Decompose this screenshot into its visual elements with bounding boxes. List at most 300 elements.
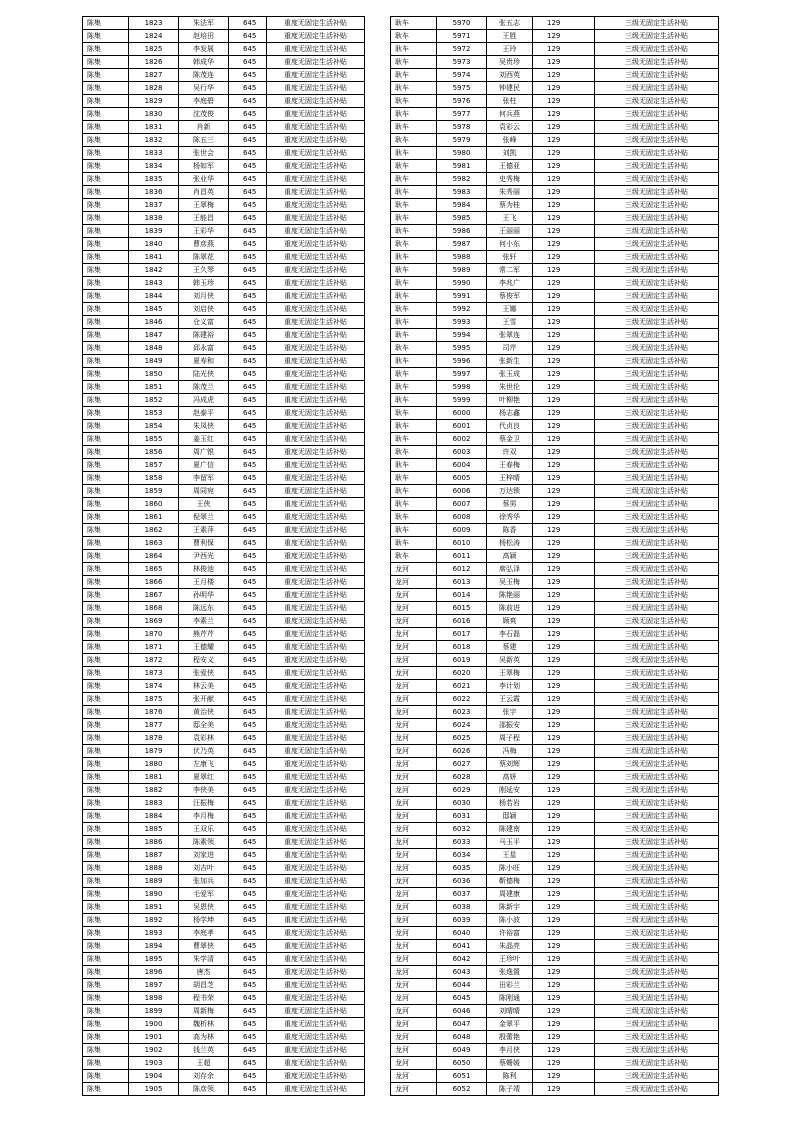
subsidy-type-cell: 重度无固定生活补贴 — [267, 199, 365, 212]
town-cell: 耿车 — [391, 485, 437, 498]
subsidy-type-cell: 重度无固定生活补贴 — [267, 277, 365, 290]
subsidy-type-cell: 三级无固定生活补贴 — [595, 823, 719, 836]
id-cell: 6044 — [437, 979, 487, 992]
name-cell: 杨松涛 — [487, 537, 533, 550]
table-row — [391, 862, 719, 875]
table-row — [391, 394, 719, 407]
town-cell: 龙河 — [391, 1044, 437, 1057]
name-cell: 王月楼 — [179, 576, 229, 589]
name-cell: 伏乃英 — [179, 745, 229, 758]
amount-cell: 129 — [533, 498, 595, 511]
town-cell: 龙河 — [391, 1070, 437, 1083]
name-cell: 冯梅 — [487, 745, 533, 758]
right-table — [390, 16, 719, 1096]
name-cell: 刘凯 — [487, 147, 533, 160]
town-cell: 陈集 — [83, 420, 129, 433]
table-row — [391, 875, 719, 888]
amount-cell: 645 — [229, 537, 267, 550]
name-cell: 王久琴 — [179, 264, 229, 277]
town-cell: 龙河 — [391, 810, 437, 823]
table-row — [391, 472, 719, 485]
town-cell: 陈集 — [83, 199, 129, 212]
subsidy-type-cell: 三级无固定生活补贴 — [595, 407, 719, 420]
amount-cell: 645 — [229, 420, 267, 433]
name-cell: 仓义富 — [179, 316, 229, 329]
name-cell: 刘月侠 — [179, 290, 229, 303]
amount-cell: 645 — [229, 875, 267, 888]
town-cell: 龙河 — [391, 914, 437, 927]
name-cell: 邸颖 — [487, 810, 533, 823]
id-cell: 5976 — [437, 95, 487, 108]
id-cell: 1876 — [129, 706, 179, 719]
name-cell: 史秀梅 — [487, 173, 533, 186]
amount-cell: 129 — [533, 680, 595, 693]
town-cell: 陈集 — [83, 745, 129, 758]
id-cell: 6049 — [437, 1044, 487, 1057]
table-row — [391, 30, 719, 43]
name-cell: 孙明华 — [179, 589, 229, 602]
name-cell: 蔡姗媛 — [487, 1057, 533, 1070]
id-cell: 1899 — [129, 1005, 179, 1018]
table-row — [83, 43, 365, 56]
subsidy-type-cell: 三级无固定生活补贴 — [595, 810, 719, 823]
table-row — [391, 238, 719, 251]
town-cell: 陈集 — [83, 56, 129, 69]
id-cell: 6014 — [437, 589, 487, 602]
id-cell: 5978 — [437, 121, 487, 134]
subsidy-type-cell: 重度无固定生活补贴 — [267, 927, 365, 940]
amount-cell: 129 — [533, 147, 595, 160]
subsidy-type-cell: 三级无固定生活补贴 — [595, 69, 719, 82]
table-row — [391, 771, 719, 784]
town-cell: 陈集 — [83, 771, 129, 784]
id-cell: 1874 — [129, 680, 179, 693]
id-cell: 5974 — [437, 69, 487, 82]
amount-cell: 129 — [533, 1057, 595, 1070]
amount-cell: 645 — [229, 1083, 267, 1096]
id-cell: 1863 — [129, 537, 179, 550]
amount-cell: 645 — [229, 264, 267, 277]
name-cell: 张宇 — [487, 706, 533, 719]
table-row — [83, 693, 365, 706]
table-row — [83, 810, 365, 823]
town-cell: 耿车 — [391, 277, 437, 290]
name-cell: 张加兵 — [179, 875, 229, 888]
id-cell: 1877 — [129, 719, 179, 732]
name-cell: 程书荣 — [179, 992, 229, 1005]
id-cell: 1841 — [129, 251, 179, 264]
town-cell: 陈集 — [83, 186, 129, 199]
amount-cell: 645 — [229, 485, 267, 498]
table-row — [391, 576, 719, 589]
table-row — [83, 901, 365, 914]
amount-cell: 645 — [229, 251, 267, 264]
subsidy-type-cell: 三级无固定生活补贴 — [595, 433, 719, 446]
id-cell: 5981 — [437, 160, 487, 173]
table-row — [83, 823, 365, 836]
subsidy-type-cell: 重度无固定生活补贴 — [267, 888, 365, 901]
name-cell: 杨志鑫 — [487, 407, 533, 420]
amount-cell: 129 — [533, 966, 595, 979]
subsidy-type-cell: 三级无固定生活补贴 — [595, 316, 719, 329]
amount-cell: 129 — [533, 875, 595, 888]
subsidy-type-cell: 重度无固定生活补贴 — [267, 329, 365, 342]
amount-cell: 645 — [229, 173, 267, 186]
town-cell: 陈集 — [83, 667, 129, 680]
id-cell: 6027 — [437, 758, 487, 771]
name-cell: 魏析林 — [179, 1018, 229, 1031]
subsidy-type-cell: 重度无固定生活补贴 — [267, 134, 365, 147]
town-cell: 陈集 — [83, 732, 129, 745]
subsidy-type-cell: 重度无固定生活补贴 — [267, 628, 365, 641]
table-row — [83, 394, 365, 407]
name-cell: 张世会 — [179, 147, 229, 160]
table-row — [391, 82, 719, 95]
town-cell: 陈集 — [83, 1018, 129, 1031]
town-cell: 耿车 — [391, 147, 437, 160]
amount-cell: 129 — [533, 95, 595, 108]
id-cell: 5996 — [437, 355, 487, 368]
town-cell: 陈集 — [83, 303, 129, 316]
subsidy-type-cell: 重度无固定生活补贴 — [267, 212, 365, 225]
id-cell: 6024 — [437, 719, 487, 732]
table-row — [83, 30, 365, 43]
amount-cell: 129 — [533, 888, 595, 901]
amount-cell: 129 — [533, 446, 595, 459]
id-cell: 1864 — [129, 550, 179, 563]
table-row — [391, 173, 719, 186]
table-row — [391, 108, 719, 121]
amount-cell: 645 — [229, 758, 267, 771]
town-cell: 龙河 — [391, 693, 437, 706]
name-cell: 陈小旺 — [487, 862, 533, 875]
table-row — [391, 1031, 719, 1044]
amount-cell: 129 — [533, 30, 595, 43]
table-row — [391, 69, 719, 82]
name-cell: 张轩 — [487, 251, 533, 264]
amount-cell: 129 — [533, 563, 595, 576]
id-cell: 6020 — [437, 667, 487, 680]
name-cell: 陈子靖 — [487, 1083, 533, 1096]
town-cell: 耿车 — [391, 43, 437, 56]
town-cell: 耿车 — [391, 225, 437, 238]
id-cell: 1835 — [129, 173, 179, 186]
amount-cell: 645 — [229, 927, 267, 940]
name-cell: 吴贵珍 — [487, 56, 533, 69]
subsidy-type-cell: 三级无固定生活补贴 — [595, 173, 719, 186]
subsidy-type-cell: 三级无固定生活补贴 — [595, 836, 719, 849]
name-cell: 张业华 — [179, 173, 229, 186]
amount-cell: 645 — [229, 693, 267, 706]
town-cell: 龙河 — [391, 706, 437, 719]
subsidy-type-cell: 重度无固定生活补贴 — [267, 316, 365, 329]
amount-cell: 129 — [533, 264, 595, 277]
town-cell: 陈集 — [83, 355, 129, 368]
name-cell: 邵振安 — [487, 719, 533, 732]
id-cell: 6021 — [437, 680, 487, 693]
amount-cell: 645 — [229, 394, 267, 407]
id-cell: 1828 — [129, 82, 179, 95]
name-cell: 陈香 — [487, 524, 533, 537]
amount-cell: 645 — [229, 979, 267, 992]
table-row — [83, 1005, 365, 1018]
town-cell: 耿车 — [391, 108, 437, 121]
name-cell: 陈五三 — [179, 134, 229, 147]
town-cell: 龙河 — [391, 602, 437, 615]
amount-cell: 129 — [533, 342, 595, 355]
table-row — [83, 1070, 365, 1083]
table-row — [391, 329, 719, 342]
amount-cell: 129 — [533, 602, 595, 615]
town-cell: 陈集 — [83, 706, 129, 719]
amount-cell: 645 — [229, 134, 267, 147]
id-cell: 1886 — [129, 836, 179, 849]
table-row — [83, 992, 365, 1005]
name-cell: 林俊池 — [179, 563, 229, 576]
amount-cell: 645 — [229, 550, 267, 563]
table-row — [391, 342, 719, 355]
table-row — [83, 641, 365, 654]
id-cell: 1851 — [129, 381, 179, 394]
amount-cell: 129 — [533, 355, 595, 368]
id-cell: 1861 — [129, 511, 179, 524]
table-row — [83, 121, 365, 134]
amount-cell: 129 — [533, 212, 595, 225]
table-row — [391, 550, 719, 563]
id-cell: 1848 — [129, 342, 179, 355]
amount-cell: 129 — [533, 290, 595, 303]
town-cell: 耿车 — [391, 472, 437, 485]
name-cell: 肖昌英 — [179, 186, 229, 199]
id-cell: 1833 — [129, 147, 179, 160]
subsidy-type-cell: 三级无固定生活补贴 — [595, 368, 719, 381]
subsidy-type-cell: 三级无固定生活补贴 — [595, 303, 719, 316]
subsidy-type-cell: 重度无固定生活补贴 — [267, 1057, 365, 1070]
amount-cell: 645 — [229, 849, 267, 862]
subsidy-type-cell: 三级无固定生活补贴 — [595, 264, 719, 277]
table-row — [391, 823, 719, 836]
town-cell: 龙河 — [391, 953, 437, 966]
name-cell: 马玉平 — [487, 836, 533, 849]
subsidy-type-cell: 三级无固定生活补贴 — [595, 498, 719, 511]
amount-cell: 645 — [229, 108, 267, 121]
amount-cell: 129 — [533, 17, 595, 30]
table-row — [391, 446, 719, 459]
amount-cell: 129 — [533, 628, 595, 641]
subsidy-type-cell: 三级无固定生活补贴 — [595, 108, 719, 121]
table-row — [391, 693, 719, 706]
table-row — [83, 147, 365, 160]
town-cell: 耿车 — [391, 121, 437, 134]
town-cell: 龙河 — [391, 1057, 437, 1070]
name-cell: 刘晴晴 — [487, 1005, 533, 1018]
name-cell: 沈茂俊 — [179, 108, 229, 121]
table-row — [83, 212, 365, 225]
amount-cell: 645 — [229, 810, 267, 823]
id-cell: 6033 — [437, 836, 487, 849]
id-cell: 6001 — [437, 420, 487, 433]
name-cell: 陈前进 — [487, 602, 533, 615]
town-cell: 陈集 — [83, 381, 129, 394]
subsidy-type-cell: 三级无固定生活补贴 — [595, 459, 719, 472]
town-cell: 耿车 — [391, 238, 437, 251]
id-cell: 1898 — [129, 992, 179, 1005]
id-cell: 6035 — [437, 862, 487, 875]
name-cell: 何兵燕 — [487, 108, 533, 121]
name-cell: 曹彦燕 — [179, 238, 229, 251]
table-row — [83, 264, 365, 277]
table-row — [83, 251, 365, 264]
id-cell: 1878 — [129, 732, 179, 745]
town-cell: 陈集 — [83, 277, 129, 290]
subsidy-type-cell: 重度无固定生活补贴 — [267, 225, 365, 238]
town-cell: 陈集 — [83, 121, 129, 134]
table-row — [83, 1018, 365, 1031]
subsidy-type-cell: 重度无固定生活补贴 — [267, 485, 365, 498]
name-cell: 陈建裕 — [179, 329, 229, 342]
town-cell: 陈集 — [83, 147, 129, 160]
subsidy-type-cell: 重度无固定生活补贴 — [267, 381, 365, 394]
id-cell: 5991 — [437, 290, 487, 303]
amount-cell: 129 — [533, 654, 595, 667]
name-cell: 邸全美 — [179, 719, 229, 732]
id-cell: 1897 — [129, 979, 179, 992]
subsidy-type-cell: 三级无固定生活补贴 — [595, 771, 719, 784]
town-cell: 耿车 — [391, 355, 437, 368]
table-row — [83, 459, 365, 472]
town-cell: 龙河 — [391, 797, 437, 810]
table-row — [83, 706, 365, 719]
table-row — [391, 407, 719, 420]
table-row — [83, 485, 365, 498]
table-row — [83, 433, 365, 446]
table-row — [83, 537, 365, 550]
name-cell: 殷蕾艳 — [487, 1031, 533, 1044]
subsidy-type-cell: 三级无固定生活补贴 — [595, 82, 719, 95]
id-cell: 1893 — [129, 927, 179, 940]
subsidy-type-cell: 重度无固定生活补贴 — [267, 1005, 365, 1018]
town-cell: 耿车 — [391, 212, 437, 225]
id-cell: 1856 — [129, 446, 179, 459]
id-cell: 6004 — [437, 459, 487, 472]
table-row — [391, 563, 719, 576]
subsidy-type-cell: 三级无固定生活补贴 — [595, 550, 719, 563]
id-cell: 6038 — [437, 901, 487, 914]
name-cell: 倪翠兰 — [179, 511, 229, 524]
amount-cell: 129 — [533, 979, 595, 992]
town-cell: 陈集 — [83, 485, 129, 498]
subsidy-type-cell: 重度无固定生活补贴 — [267, 498, 365, 511]
id-cell: 1879 — [129, 745, 179, 758]
amount-cell: 645 — [229, 628, 267, 641]
subsidy-type-cell: 三级无固定生活补贴 — [595, 862, 719, 875]
id-cell: 1895 — [129, 953, 179, 966]
town-cell: 龙河 — [391, 901, 437, 914]
amount-cell: 129 — [533, 953, 595, 966]
id-cell: 6040 — [437, 927, 487, 940]
subsidy-type-cell: 三级无固定生活补贴 — [595, 342, 719, 355]
subsidy-type-cell: 三级无固定生活补贴 — [595, 602, 719, 615]
subsidy-type-cell: 重度无固定生活补贴 — [267, 966, 365, 979]
name-cell: 姜玉红 — [179, 433, 229, 446]
table-row — [83, 914, 365, 927]
id-cell: 1892 — [129, 914, 179, 927]
name-cell: 王玲 — [487, 43, 533, 56]
town-cell: 陈集 — [83, 1044, 129, 1057]
subsidy-type-cell: 三级无固定生活补贴 — [595, 940, 719, 953]
subsidy-type-cell: 重度无固定生活补贴 — [267, 992, 365, 1005]
town-cell: 陈集 — [83, 979, 129, 992]
id-cell: 1862 — [129, 524, 179, 537]
subsidy-type-cell: 三级无固定生活补贴 — [595, 1044, 719, 1057]
table-row — [391, 914, 719, 927]
town-cell: 陈集 — [83, 290, 129, 303]
table-row — [83, 446, 365, 459]
id-cell: 6011 — [437, 550, 487, 563]
town-cell: 陈集 — [83, 368, 129, 381]
name-cell: 张新生 — [487, 355, 533, 368]
table-row — [83, 719, 365, 732]
name-cell: 林云美 — [179, 680, 229, 693]
name-cell: 胡昌芝 — [179, 979, 229, 992]
id-cell: 6045 — [437, 992, 487, 1005]
id-cell: 1901 — [129, 1031, 179, 1044]
id-cell: 1838 — [129, 212, 179, 225]
id-cell: 1844 — [129, 290, 179, 303]
table-row — [83, 238, 365, 251]
amount-cell: 645 — [229, 1018, 267, 1031]
town-cell: 陈集 — [83, 472, 129, 485]
table-row — [391, 95, 719, 108]
subsidy-type-cell: 三级无固定生活补贴 — [595, 485, 719, 498]
amount-cell: 645 — [229, 381, 267, 394]
town-cell: 耿车 — [391, 30, 437, 43]
id-cell: 6052 — [437, 1083, 487, 1096]
name-cell: 陈翠花 — [179, 251, 229, 264]
subsidy-type-cell: 重度无固定生活补贴 — [267, 862, 365, 875]
town-cell: 陈集 — [83, 563, 129, 576]
town-cell: 陈集 — [83, 173, 129, 186]
amount-cell: 645 — [229, 797, 267, 810]
name-cell: 高妍 — [487, 771, 533, 784]
town-cell: 耿车 — [391, 524, 437, 537]
table-row — [391, 368, 719, 381]
town-cell: 龙河 — [391, 654, 437, 667]
id-cell: 1870 — [129, 628, 179, 641]
town-cell: 陈集 — [83, 550, 129, 563]
town-cell: 陈集 — [83, 225, 129, 238]
amount-cell: 129 — [533, 108, 595, 121]
id-cell: 1903 — [129, 1057, 179, 1070]
town-cell: 陈集 — [83, 992, 129, 1005]
town-cell: 耿车 — [391, 56, 437, 69]
name-cell: 李侠美 — [179, 784, 229, 797]
id-cell: 1888 — [129, 862, 179, 875]
town-cell: 龙河 — [391, 719, 437, 732]
town-cell: 耿车 — [391, 420, 437, 433]
id-cell: 5975 — [437, 82, 487, 95]
id-cell: 5990 — [437, 277, 487, 290]
id-cell: 5983 — [437, 186, 487, 199]
amount-cell: 645 — [229, 836, 267, 849]
name-cell: 钟建民 — [487, 82, 533, 95]
amount-cell: 129 — [533, 693, 595, 706]
subsidy-type-cell: 三级无固定生活补贴 — [595, 589, 719, 602]
table-row — [391, 810, 719, 823]
subsidy-type-cell: 三级无固定生活补贴 — [595, 758, 719, 771]
name-cell: 王珍叶 — [487, 953, 533, 966]
subsidy-type-cell: 三级无固定生活补贴 — [595, 186, 719, 199]
